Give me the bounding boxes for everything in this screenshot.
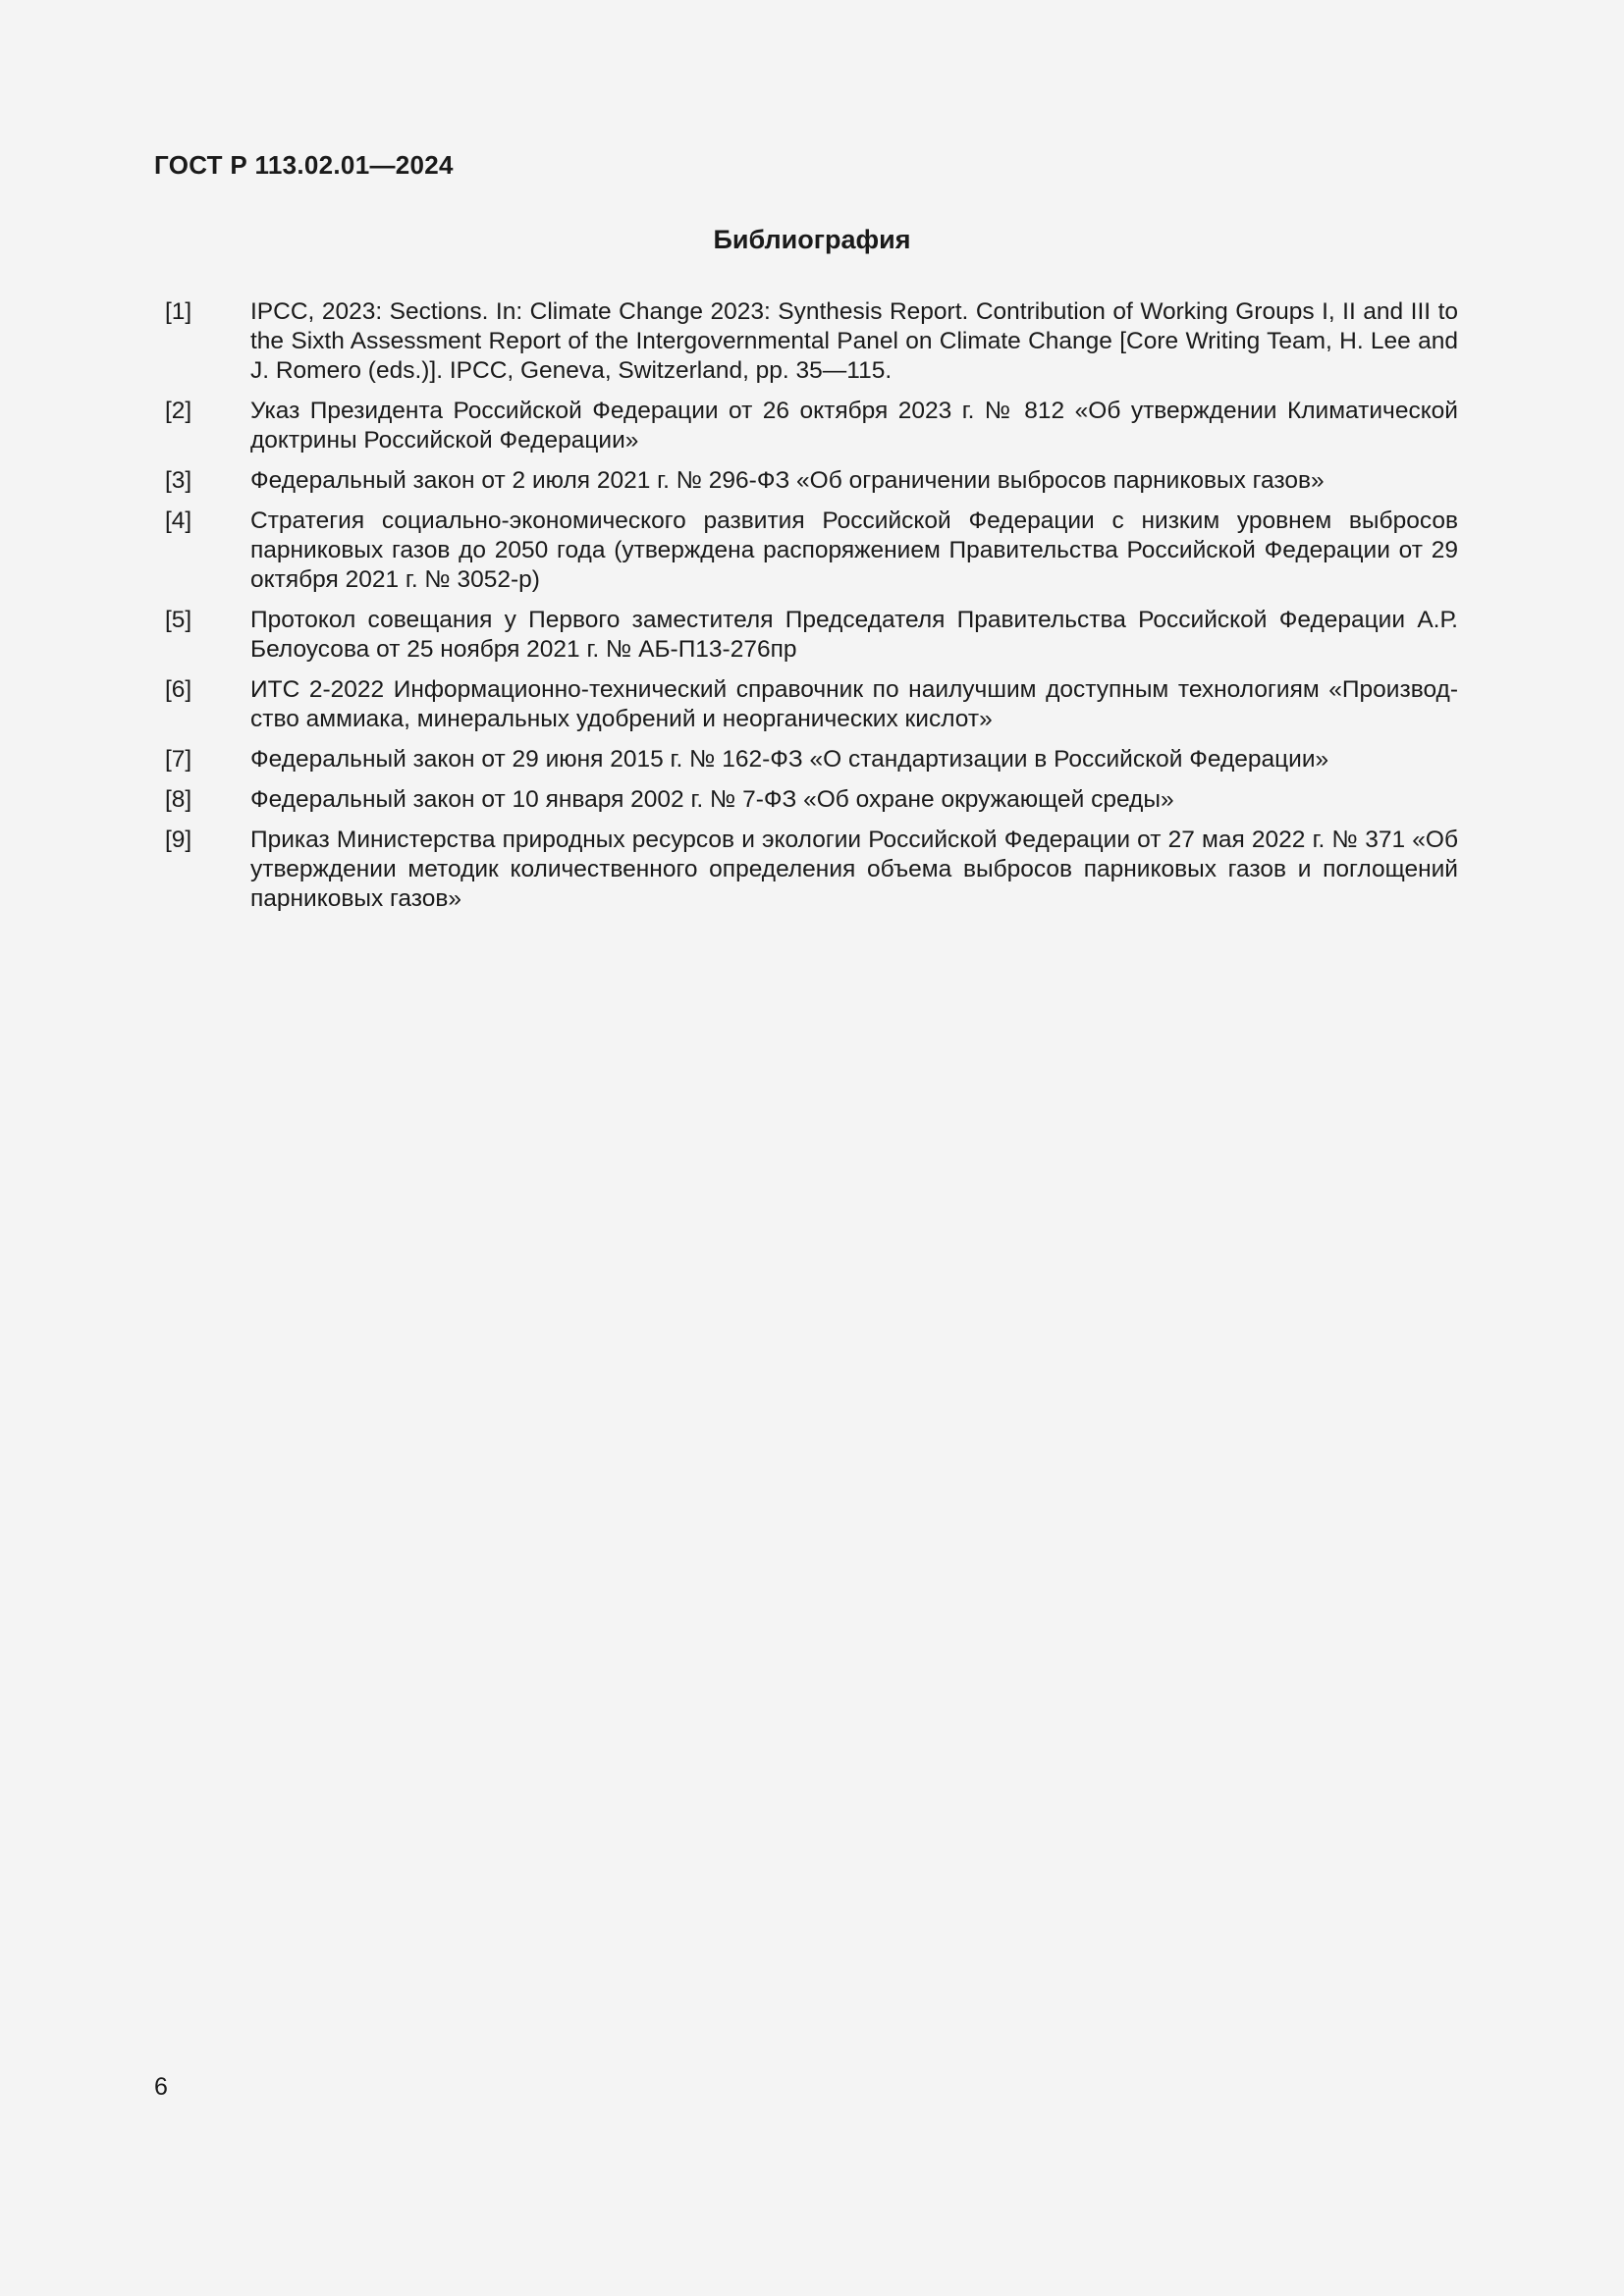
- bibliography-item-number: [2]: [165, 398, 192, 424]
- bibliography-item: [154, 397, 1458, 455]
- bibliography-item-text: Протокол совещания у Первого заместителя Председателя Правительства Российской Федерации А.Р. Белоусова от 25 ноября 2021 г. № АБ-П13-276пр: [250, 607, 1458, 663]
- bibliography-item: [154, 297, 1458, 386]
- section-title: Библиография: [713, 225, 911, 254]
- bibliography-item-number: [5]: [165, 607, 192, 633]
- bibliography-item: [154, 466, 1458, 496]
- bibliography-item: [154, 826, 1458, 914]
- page-number: 6: [154, 2073, 168, 2101]
- bibliography-item: [154, 606, 1458, 665]
- bibliography-item-number: [9]: [165, 827, 192, 853]
- bibliography-item: [154, 507, 1458, 595]
- bibliography-item-text: Стратегия социально-экономического развития Российской Федерации с низким уровнем выбросов парниковых газов до 2050 года (утверждена распоряжением Правительства Российской Федерации от 29 октября 2021 г. № 3052-р): [250, 507, 1458, 593]
- bibliography-item-number: [4]: [165, 507, 192, 534]
- bibliography-item-text: Федеральный закон от 2 июля 2021 г. № 296-ФЗ «Об ограничении выбросов парниковых газов»: [250, 467, 1325, 494]
- bibliography-item-text: IPCC, 2023: Sections. In: Climate Change 2023: Synthesis Report. Contribution of Working Groups I, II and III to the Sixth Assessment Report of the Intergovernmental Panel on Climate Change [Core Writing Team, H. Lee and J. Romero (eds.)]. IPCC, Geneva, Switzerland, pp. 35—115.: [250, 298, 1458, 384]
- bibliography-item-number: [1]: [165, 298, 192, 325]
- bibliography-item-text: Федеральный закон от 29 июня 2015 г. № 162-ФЗ «О стандартизации в Российской Федерации»: [250, 746, 1329, 773]
- bibliography-item: [154, 785, 1458, 815]
- bibliography-item-number: [3]: [165, 467, 192, 494]
- bibliography-item-text: Приказ Министерства природных ресурсов и экологии Российской Федерации от 27 мая 2022 г. № 371 «Об утверждении методик количественного определения объема выбросов парниковых газов и поглощений парниковых газов»: [250, 827, 1458, 912]
- bibliography-item: [154, 675, 1458, 734]
- bibliography-item-number: [7]: [165, 746, 192, 773]
- bibliography-list: [154, 297, 1458, 925]
- document-header: ГОСТ Р 113.02.01—2024: [154, 150, 454, 180]
- bibliography-item-number: [6]: [165, 676, 192, 703]
- bibliography-item: [154, 745, 1458, 774]
- bibliography-item-number: [8]: [165, 786, 192, 813]
- bibliography-item-text: Федеральный закон от 10 января 2002 г. № 7-ФЗ «Об охране окружающей среды»: [250, 786, 1174, 813]
- bibliography-item-text: ИТС 2-2022 Информационно-технический справочник по наилучшим доступным технологиям «Производство аммиака, минеральных удобрений и неорганических кислот»: [250, 676, 1458, 732]
- bibliography-item-text: Указ Президента Российской Федерации от 26 октября 2023 г. № 812 «Об утверждении Климатической доктрины Российской Федерации»: [250, 398, 1458, 454]
